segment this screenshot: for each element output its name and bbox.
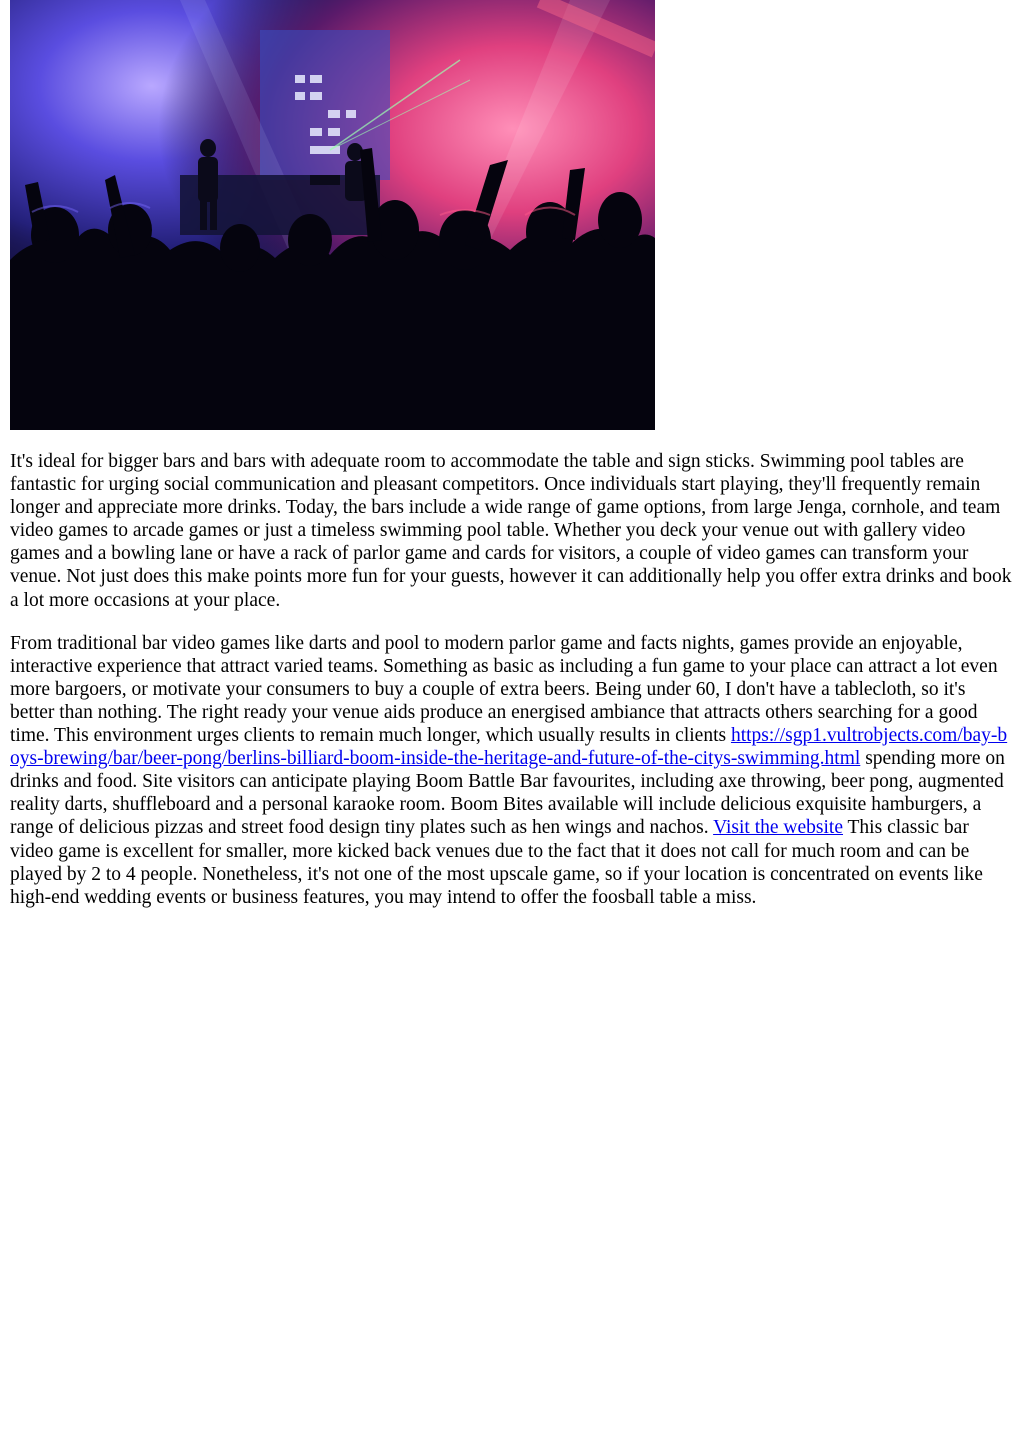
concert-crowd-photo xyxy=(10,0,655,430)
paragraph-1 xyxy=(10,450,1013,612)
visit-website-link[interactable]: Visit the website xyxy=(713,817,843,839)
paragraph-2-text-after-link: This classic bar video game is excellent for smaller, more kicked back venues due to the fact that it does not call for much room and can be played by 2 to 4 people. Nonetheless, it's not one of the most upscale game, so if your location is concentrated on events like high-end wedding events or business features, you may intend to offer the foosball table a miss. xyxy=(10,817,983,908)
article-url-link[interactable]: https://sgp1.vultrobjects.com/bay-boys-brewing/bar/beer-pong/berlins-billiard-boom-inside-the-heritage-and-future-of-the-citys-swimming.html xyxy=(10,725,1008,770)
paragraph-1-text: It's ideal for bigger bars and bars with adequate room to accommodate the table and sign sticks. Swimming pool tables are fantastic for urging social communication and pleasant competitors. Once individuals start playing, they'll frequently remain longer and appreciate more drinks. Today, the bars include a wide range of game options, from large Jenga, cornhole, and team video games to arcade games or just a timeless swimming pool table. Whether you deck your venue out with gallery video games and a bowling lane or have a rack of parlor game and cards for visitors, a couple of video games can transform your venue. Not just does this make points more fun for your guests, however it can additionally help you offer extra drinks and book a lot more occasions at your place. xyxy=(10,451,1012,611)
paragraph-2 xyxy=(10,632,1013,909)
concert-crowd-photo-illustration xyxy=(10,0,655,430)
paragraph-2-text-before-link: From traditional bar video games like darts and pool to modern parlor game and facts nights, games provide an enjoyable, interactive experience that attract varied teams. Something as basic as including a fun game to your place can attract a lot even more bargoers, or motivate your consumers to buy a couple of extra beers. Being under 60, I don't have a tablecloth, so it's better than nothing. The right ready your venue aids produce an energised ambiance that attracts others searching for a good time. This environment urges clients to remain much longer, which usually results in clients xyxy=(10,632,998,747)
paragraph-2-text-between-links: spending more on drinks and food. Site visitors can anticipate playing Boom Battle Bar favourites, including axe throwing, beer pong, augmented reality darts, shuffleboard and a personal karaoke room. Boom Bites available will include delicious exquisite hamburgers, a range of delicious pizzas and street food design tiny plates such as hen wings and nachos. xyxy=(10,748,1005,839)
article-body xyxy=(10,450,1013,929)
